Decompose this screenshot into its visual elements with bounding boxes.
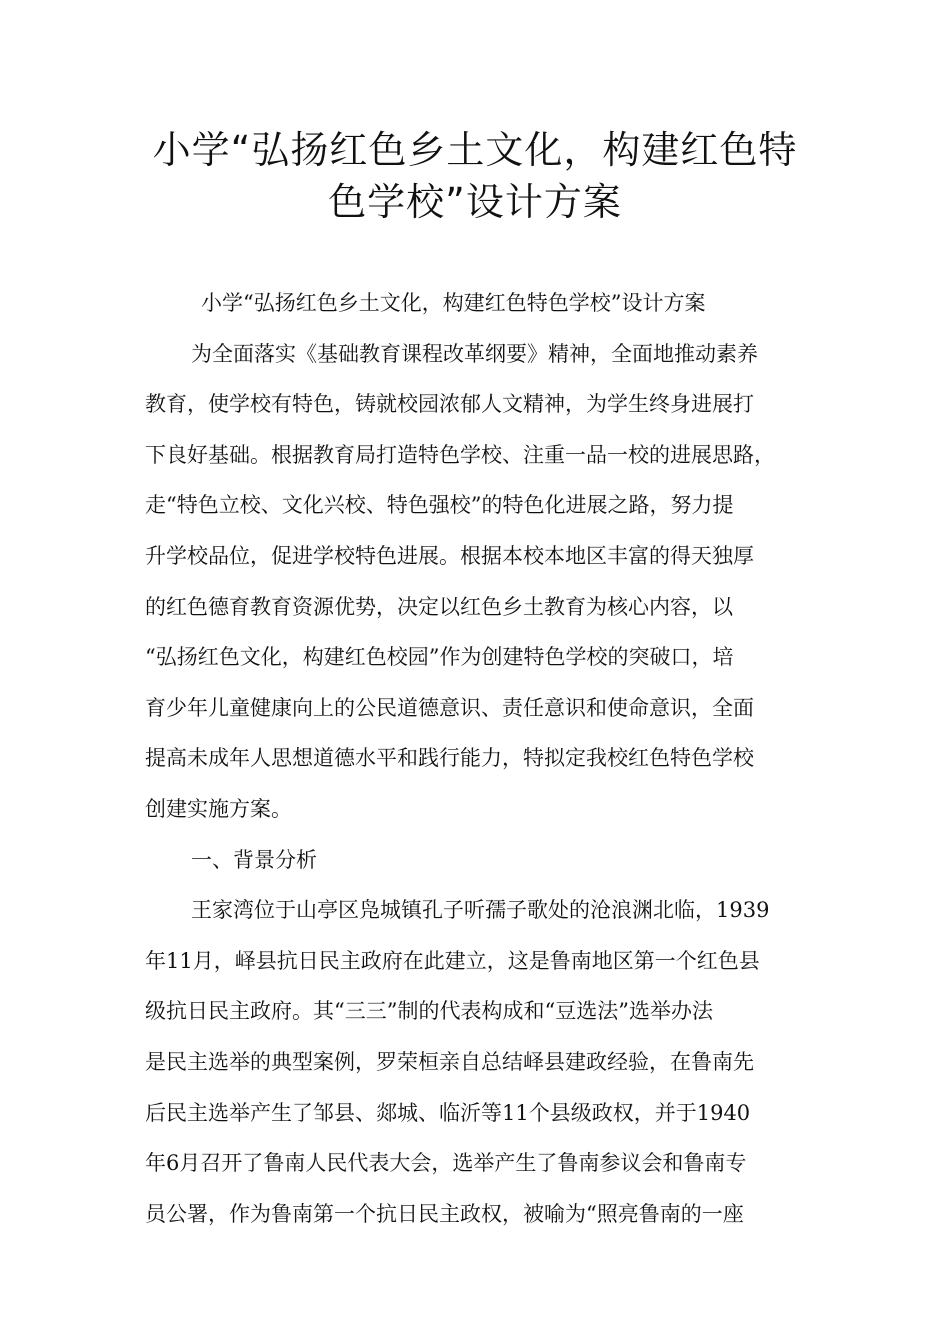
text-line: 王家湾位于山亭区凫城镇孔子听孺子歌处的沧浪渊北临，1939	[191, 898, 770, 923]
text-line: 提高未成年人思想道德水平和践行能力，特拟定我校红色特色学校	[145, 746, 754, 771]
text-line: 年6月召开了鲁南人民代表大会，选举产生了鲁南参议会和鲁南专	[145, 1151, 747, 1176]
text-line: 级抗日民主政府。其“三三”制的代表构成和“豆选法”选举办法	[145, 999, 713, 1024]
paragraph-background	[145, 885, 810, 1239]
text-line: “弘扬红色文化，构建红色校园”作为创建特色学校的突破口，培	[145, 645, 734, 670]
section-heading	[145, 835, 810, 886]
text-line: 育少年儿童健康向上的公民道德意识、责任意识和使命意识，全面	[145, 695, 754, 720]
text-line: 年11月，峄县抗日民主政府在此建立，这是鲁南地区第一个红色县	[145, 948, 760, 973]
text-line: 创建实施方案。	[145, 796, 292, 821]
text-line: 后民主选举产生了邹县、郯城、临沂等11个县级政权，并于1940	[145, 1100, 751, 1125]
text-line: 下良好基础。根据教育局打造特色学校、注重一品一校的进展思路，	[145, 442, 775, 467]
document-subtitle: 小学“弘扬红色乡土文化，构建红色特色学校”设计方案	[201, 291, 706, 315]
text-line: 走“特色立校、文化兴校、特色强校”的特色化进展之路，努力提	[145, 493, 734, 518]
title-line: 色学校”设计方案	[328, 180, 622, 224]
text-line: 为全面落实《基础教育课程改革纲要》精神，全面地推动素养	[191, 341, 758, 366]
text-line: 升学校品位，促进学校特色进展。根据本校本地区丰富的得天独厚	[145, 543, 754, 568]
section-heading-text: 一、背景分析	[191, 847, 317, 872]
text-line: 员公署，作为鲁南第一个抗日民主政权，被喻为“照亮鲁南的一座	[145, 1201, 744, 1226]
text-line: 教育，使学校有特色，铸就校园浓郁人文精神，为学生终身进展打	[145, 392, 754, 417]
document-body	[145, 278, 810, 1239]
paragraph-intro	[145, 329, 810, 835]
text-line: 的红色德育教育资源优势，决定以红色乡土教育为核心内容，以	[145, 594, 733, 619]
text-line: 是民主选举的典型案例，罗荣桓亲自总结峄县建政经验，在鲁南先	[145, 1049, 754, 1074]
title-line: 小学“弘扬红色乡土文化，构建红色特	[152, 128, 798, 172]
document-title	[100, 124, 850, 228]
